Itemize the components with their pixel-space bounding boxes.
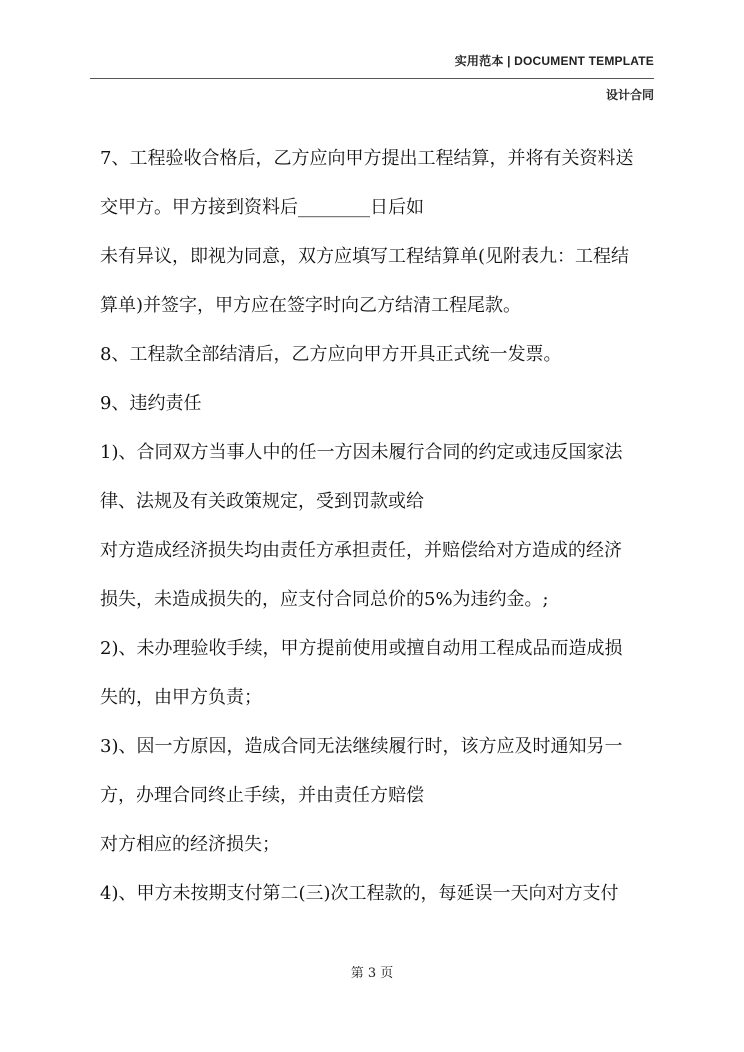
body-line: 方，办理合同终止手续，并由责任方赔偿 <box>100 785 424 806</box>
header-subtitle: 设计合同 <box>605 88 654 102</box>
page-number: 第 3 页 <box>350 966 394 981</box>
body-line: 2)、未办理验收手续，甲方提前使用或擅自动用工程成品而造成损 <box>100 638 623 659</box>
body-line: 4)、甲方未按期支付第二(三)次工程款的，每延误一天向对方支付 <box>100 883 619 904</box>
header-divider <box>90 78 654 79</box>
header-title: 实用范本 | DOCUMENT TEMPLATE <box>454 54 654 68</box>
body-line: 损失，未造成损失的，应支付合同总价的5%为违约金。; <box>100 589 549 610</box>
body-line: 9、违约责任 <box>100 393 202 414</box>
body-line: 7、工程验收合格后，乙方应向甲方提出工程结算，并将有关资料送 <box>100 148 634 169</box>
body-line: 8、工程款全部结清后，乙方应向甲方开具正式统一发票。 <box>100 344 562 365</box>
document-body <box>100 134 660 918</box>
body-line: 交甲方。甲方接到资料后________日后如 <box>100 197 424 218</box>
body-line: 未有异议，即视为同意，双方应填写工程结算单(见附表九：工程结 <box>100 246 630 267</box>
body-line: 3)、因一方原因，造成合同无法继续履行时，该方应及时通知另一 <box>100 736 623 757</box>
body-line: 对方相应的经济损失； <box>100 834 280 855</box>
body-line: 对方造成经济损失均由责任方承担责任，并赔偿给对方造成的经济 <box>100 540 622 561</box>
body-line: 律、法规及有关政策规定，受到罚款或给 <box>100 491 424 512</box>
body-line: 失的，由甲方负责； <box>100 687 262 708</box>
body-line: 算单)并签字，甲方应在签字时向乙方结清工程尾款。 <box>100 295 522 316</box>
body-line: 1)、合同双方当事人中的任一方因未履行合同的约定或违反国家法 <box>100 442 623 463</box>
